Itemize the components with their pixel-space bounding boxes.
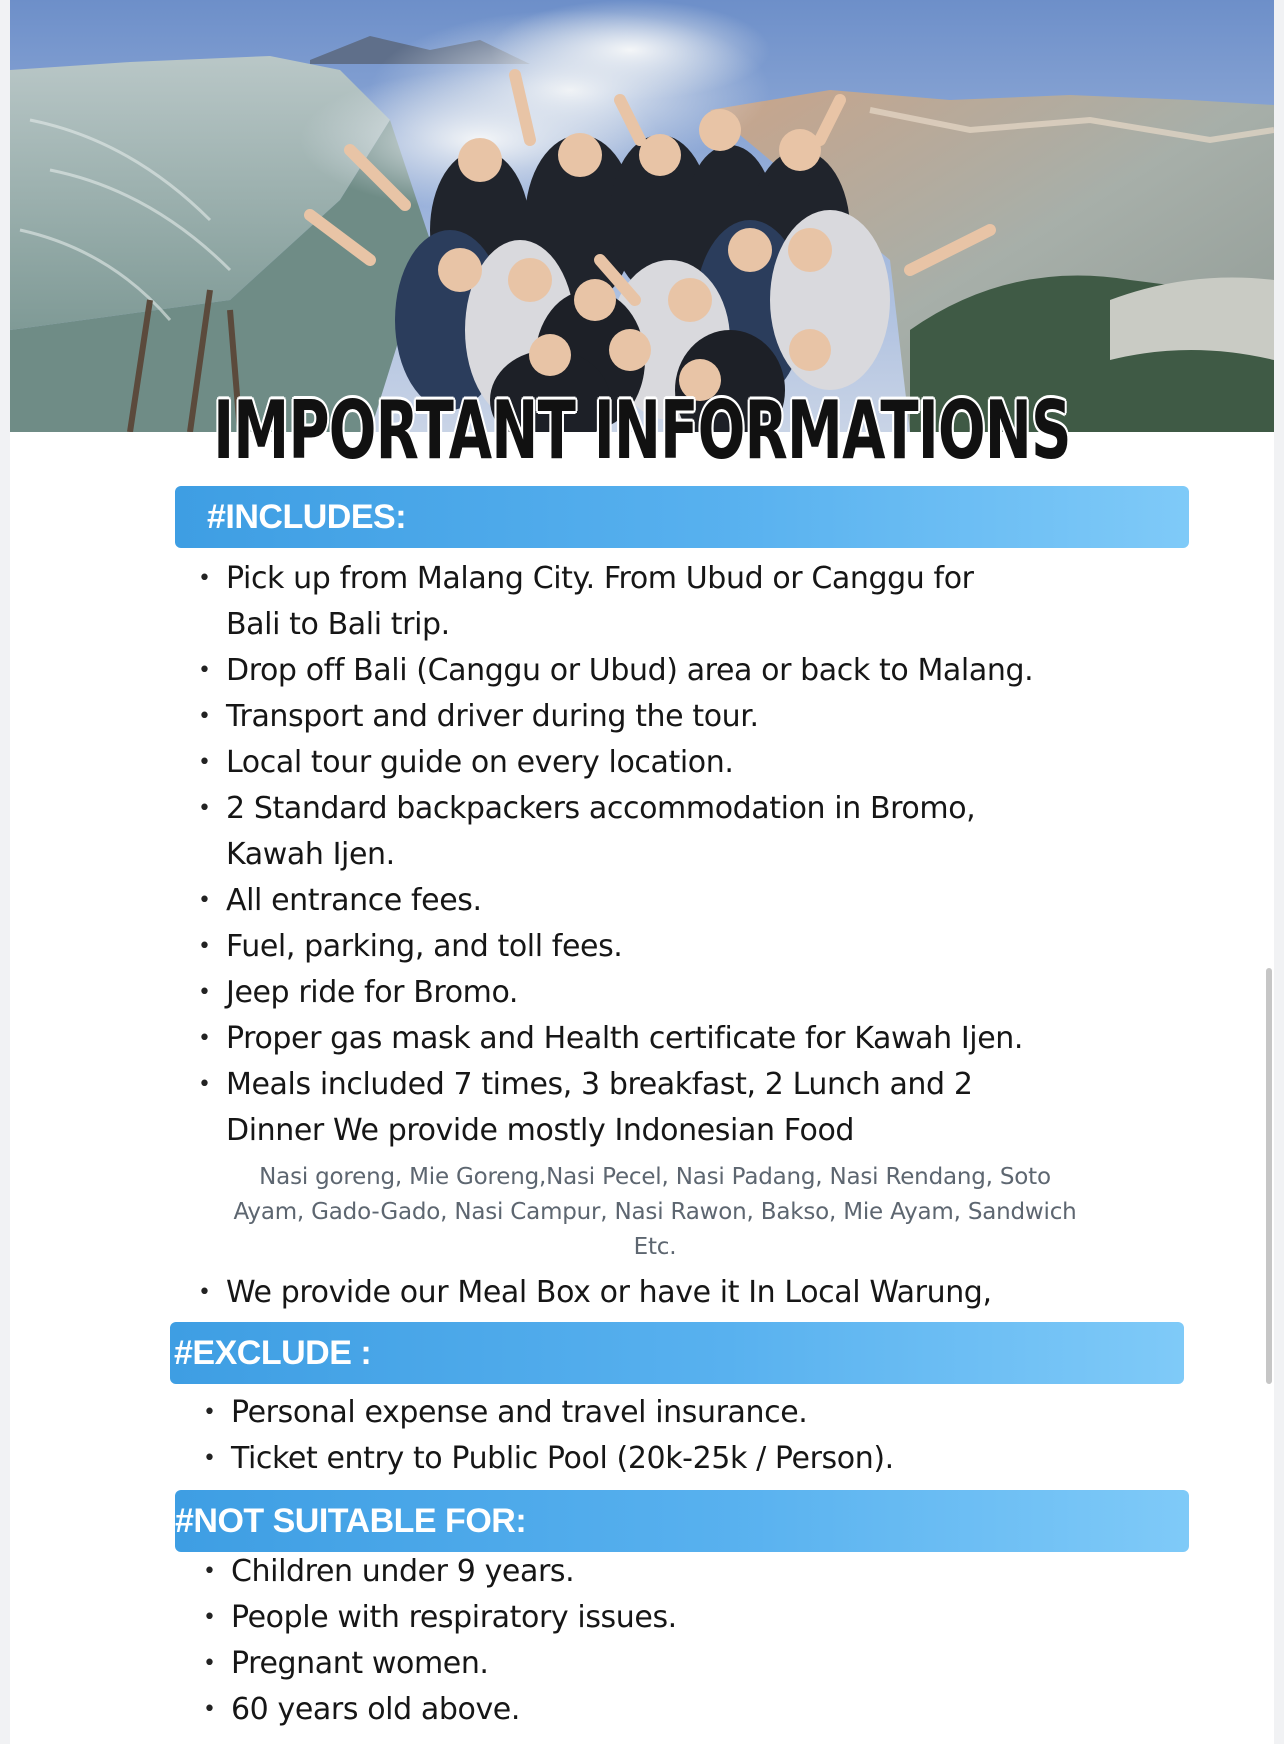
list-item [203,1549,1131,1595]
hero-photo [10,0,1274,432]
item-text: We provide our Meal Box or have it In Local Warung, [226,1275,992,1310]
bullet-icon: • [198,1072,211,1097]
list-item [198,740,1126,786]
bullet-icon: • [198,796,211,821]
list-item [203,1595,1131,1641]
bullet-icon: • [198,658,211,683]
includes-heading: #INCLUDES: [207,498,407,536]
list-item [198,970,1126,1016]
bullet-icon: • [203,1446,216,1471]
list-item [198,1016,1126,1062]
list-item [198,878,1126,924]
item-text-continued: Bali to Bali trip. [226,607,450,642]
page-title: IMPORTANT INFORMATIONS [213,384,1071,477]
item-text: 60 years old above. [231,1692,521,1727]
item-text: Jeep ride for Bromo. [226,975,519,1010]
item-text-continued: Dinner We provide mostly Indonesian Food [226,1113,855,1148]
exclude-heading: #EXCLUDE : [174,1334,372,1372]
bullet-icon: • [203,1559,216,1584]
list-item [198,556,1126,648]
item-text: Children under 9 years. [231,1554,575,1589]
bullet-icon: • [203,1697,216,1722]
list-item [198,1270,1126,1316]
exclude-heading-bar [170,1322,1184,1384]
item-text: Drop off Bali (Canggu or Ubud) area or back to Malang. [226,653,1034,688]
item-text: Ticket entry to Public Pool (20k-25k / Person). [231,1441,894,1476]
item-text: Meals included 7 times, 3 breakfast, 2 Lunch and 2 [226,1067,973,1102]
includes-list-continued [198,1270,1126,1316]
group-photo-crater-icon [10,0,1274,432]
item-text-continued: Kawah Ijen. [226,837,395,872]
list-item [198,648,1126,694]
list-item [198,1062,1126,1154]
item-text: 2 Standard backpackers accommodation in Bromo, [226,791,976,826]
list-item [198,694,1126,740]
not-suitable-list [203,1549,1131,1733]
exclude-list [203,1390,1131,1482]
not-suitable-heading-bar [175,1490,1189,1552]
item-text: Personal expense and travel insurance. [231,1395,808,1430]
item-text: Transport and driver during the tour. [226,699,759,734]
bullet-icon: • [198,888,211,913]
scrollbar-thumb[interactable] [1266,968,1272,1384]
includes-heading-bar [175,486,1189,548]
list-item [203,1390,1131,1436]
bullet-icon: • [198,1280,211,1305]
list-item [198,786,1126,878]
bullet-icon: • [198,750,211,775]
list-item [203,1641,1131,1687]
bullet-icon: • [198,704,211,729]
bullet-icon: • [203,1605,216,1630]
info-sheet [10,0,1274,1744]
list-item [203,1436,1131,1482]
item-text: Pregnant women. [231,1646,489,1681]
item-text: All entrance fees. [226,883,482,918]
item-text: Pick up from Malang City. From Ubud or Canggu for [226,561,974,596]
bullet-icon: • [198,934,211,959]
includes-list [198,556,1126,1154]
item-text: Fuel, parking, and toll fees. [226,929,623,964]
list-item [198,924,1126,970]
bullet-icon: • [203,1651,216,1676]
list-item [203,1687,1131,1733]
bullet-icon: • [203,1400,216,1425]
bullet-icon: • [198,1026,211,1051]
bullet-icon: • [198,566,211,591]
not-suitable-heading: #NOT SUITABLE FOR: [175,1502,527,1540]
item-text: Proper gas mask and Health certificate for Kawah Ijen. [226,1021,1024,1056]
bullet-icon: • [198,980,211,1005]
food-examples-note: Nasi goreng, Mie Goreng,Nasi Pecel, Nasi Padang, Nasi Rendang, Soto Ayam, Gado-Gado, Nasi Campur, Nasi Rawon, Bakso, Mie Ayam, Sandwich Etc. [233,1164,1077,1260]
item-text: Local tour guide on every location. [226,745,734,780]
item-text: People with respiratory issues. [231,1600,677,1635]
